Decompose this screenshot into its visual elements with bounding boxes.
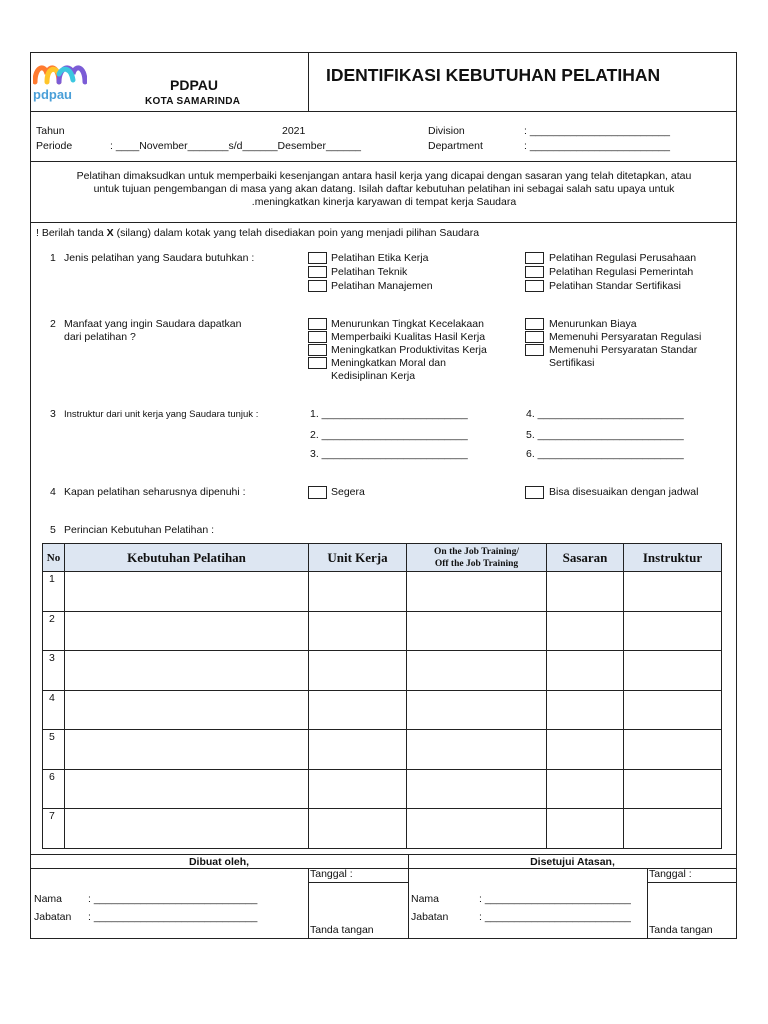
division-field[interactable]: : ________________________ (524, 125, 670, 137)
q4-number: 4 (50, 486, 56, 498)
row-number: 7 (43, 809, 65, 849)
form-title: IDENTIFIKASI KEBUTUHAN PELATIHAN (326, 65, 661, 85)
cell-unit[interactable] (309, 690, 407, 730)
q1-option-teknik: Pelatihan Teknik (331, 266, 408, 278)
cell-ojt[interactable] (407, 611, 547, 651)
q2-checkbox-regulasi[interactable] (525, 331, 544, 343)
cell-ojt[interactable] (407, 809, 547, 849)
cell-sasaran[interactable] (547, 611, 624, 651)
col-header-ojt (407, 544, 547, 572)
footer-divider-1 (308, 868, 309, 938)
q3-instructor-3[interactable]: 3. _________________________ (310, 448, 468, 460)
cell-unit[interactable] (309, 769, 407, 809)
cell-kebutuhan[interactable] (65, 769, 309, 809)
cell-kebutuhan[interactable] (65, 651, 309, 691)
q1-option-regulasi-pemerintah: Pelatihan Regulasi Pemerintah (549, 266, 694, 278)
q2-option-regulasi: Memenuhi Persyaratan Regulasi (549, 331, 702, 343)
q2-option-moral-line-2: Kedisiplinan Kerja (331, 370, 416, 382)
q2-option-kualitas: Memperbaiki Kualitas Hasil Kerja (331, 331, 486, 343)
logo-text: pdpau (33, 87, 72, 102)
intro-line-3: .meningkatkan kinerja karyawan di tempat kerja Saudara (251, 196, 517, 208)
approved-by-label: Disetujui Atasan, (530, 856, 615, 868)
q1-checkbox-standar-sertifikasi[interactable] (525, 280, 544, 292)
tanggal-right: Tanggal : (649, 868, 692, 880)
pdpau-logo (33, 60, 87, 100)
q3-label: Instruktur dari unit kerja yang Saudara tunjuk : (64, 409, 259, 420)
cell-unit[interactable] (309, 611, 407, 651)
instruction: ! Berilah tanda X (silang) dalam kotak yang telah disediakan poin yang menjadi pilihan Saudara (36, 227, 480, 239)
table-row (43, 769, 722, 809)
intro-bottom-line (30, 222, 737, 223)
q5-label: Perincian Kebutuhan Pelatihan : (64, 524, 215, 536)
cell-instruktur[interactable] (624, 809, 722, 849)
q3-instructor-5[interactable]: 5. _________________________ (526, 429, 684, 441)
tanda-tangan-right: Tanda tangan (649, 924, 713, 936)
periode-label: Periode (36, 140, 73, 152)
jabatan-label-left: Jabatan (34, 911, 72, 923)
q2-checkbox-produktivitas[interactable] (308, 344, 327, 356)
table-row (43, 730, 722, 770)
cell-instruktur[interactable] (624, 611, 722, 651)
q1-number: 1 (50, 252, 56, 264)
col-header-sasaran: Sasaran (547, 544, 624, 572)
org-city: KOTA SAMARINDA (145, 96, 241, 107)
table-row (43, 572, 722, 612)
table-row (43, 809, 722, 849)
cell-unit[interactable] (309, 730, 407, 770)
q1-label: Jenis pelatihan yang Saudara butuhkan : (64, 252, 255, 264)
q1-checkbox-regulasi-pemerintah[interactable] (525, 266, 544, 278)
division-label: Division (428, 125, 465, 137)
footer-divider-2 (408, 854, 409, 938)
tahun-value[interactable]: 2021 (282, 125, 306, 137)
cell-unit[interactable] (309, 572, 407, 612)
cell-kebutuhan[interactable] (65, 809, 309, 849)
q1-option-regulasi-perusahaan: Pelatihan Regulasi Perusahaan (549, 252, 697, 264)
nama-label-left: Nama (34, 893, 63, 905)
q4-checkbox-jadwal[interactable] (525, 486, 544, 499)
meta-bottom-line (30, 161, 737, 162)
col-header-unit: Unit Kerja (309, 544, 407, 572)
col-header-ojt-line-2: Off the Job Training (434, 558, 519, 569)
footer-divider-3 (647, 868, 648, 938)
cell-instruktur[interactable] (624, 572, 722, 612)
nama-field-left[interactable]: : ____________________________ (88, 893, 258, 905)
row-number: 2 (43, 611, 65, 651)
q2-option-produktivitas: Meningkatkan Produktivitas Kerja (331, 344, 487, 356)
q3-instructor-1[interactable]: 1. _________________________ (310, 408, 468, 420)
intro-line-2: untuk tujuan pengembangan di masa yang akan datang. Isilah daftar kebutuhan pelatihan ini sebagai salah satu upaya untuk (93, 183, 675, 195)
cell-unit[interactable] (309, 651, 407, 691)
jabatan-field-left[interactable]: : ____________________________ (88, 911, 258, 923)
col-header-ojt-line-1: On the Job Training/ (434, 546, 519, 557)
q2-option-kecelakaan: Menurunkan Tingkat Kecelakaan (331, 318, 484, 330)
table-row (43, 651, 722, 691)
intro-line-1: Pelatihan dimaksudkan untuk memperbaiki kesenjangan antara hasil kerja yang dicapai dengan sasaran yang telah ditetapkan, atau (76, 170, 692, 182)
cell-instruktur[interactable] (624, 651, 722, 691)
row-number: 3 (43, 651, 65, 691)
nama-label-right: Nama (411, 893, 440, 905)
q1-checkbox-etika[interactable] (308, 252, 327, 264)
q3-instructor-2[interactable]: 2. _________________________ (310, 429, 468, 441)
cell-sasaran[interactable] (547, 809, 624, 849)
q2-label-line-2: dari pelatihan ? (64, 331, 136, 343)
q3-instructor-4[interactable]: 4. _________________________ (526, 408, 684, 420)
col-header-instruktur: Instruktur (624, 544, 722, 572)
cell-kebutuhan[interactable] (65, 572, 309, 612)
q1-checkbox-teknik[interactable] (308, 266, 327, 278)
org-name: PDPAU (170, 77, 218, 93)
periode-value[interactable]: : ____November_______s/d______Desember______ (110, 140, 362, 152)
made-by-label: Dibuat oleh, (188, 856, 250, 868)
q1-checkbox-manajemen[interactable] (308, 280, 327, 292)
q3-number: 3 (50, 408, 56, 420)
q2-checkbox-standar[interactable] (525, 344, 544, 356)
table-header-row (43, 544, 722, 572)
cell-sasaran[interactable] (547, 572, 624, 612)
tahun-label: Tahun (36, 125, 65, 137)
department-label: Department (428, 140, 483, 152)
cell-kebutuhan[interactable] (65, 730, 309, 770)
row-number: 6 (43, 769, 65, 809)
nama-field-right[interactable]: : _________________________ (479, 893, 631, 905)
q4-label: Kapan pelatihan seharusnya dipenuhi : (64, 486, 246, 498)
q4-checkbox-segera[interactable] (308, 486, 327, 499)
department-field[interactable]: : ________________________ (524, 140, 670, 152)
q3-instructor-6[interactable]: 6. _________________________ (526, 448, 684, 460)
cell-sasaran[interactable] (547, 690, 624, 730)
footer-header-line (30, 868, 737, 869)
q2-checkbox-kualitas[interactable] (308, 331, 327, 343)
q2-option-biaya: Menurunkan Biaya (549, 318, 637, 330)
q2-checkbox-kecelakaan[interactable] (308, 318, 327, 330)
row-number: 4 (43, 690, 65, 730)
q2-label-line-1: Manfaat yang ingin Saudara dapatkan (64, 318, 242, 330)
jabatan-field-right[interactable]: : _________________________ (479, 911, 631, 923)
col-header-no: No (43, 544, 65, 572)
tanggal-underline-left (308, 882, 408, 883)
footer-top-line (30, 854, 737, 855)
table-row (43, 611, 722, 651)
col-header-kebutuhan: Kebutuhan Pelatihan (65, 544, 309, 572)
cell-ojt[interactable] (407, 651, 547, 691)
cell-sasaran[interactable] (547, 769, 624, 809)
q1-option-etika: Pelatihan Etika Kerja (331, 252, 429, 264)
header-bottom-line (30, 111, 737, 112)
q2-number: 2 (50, 318, 56, 330)
q1-checkbox-regulasi-perusahaan[interactable] (525, 252, 544, 264)
jabatan-label-right: Jabatan (411, 911, 449, 923)
q1-option-manajemen: Pelatihan Manajemen (331, 280, 433, 292)
cell-instruktur[interactable] (624, 730, 722, 770)
q2-option-standar-line-2: Sertifikasi (549, 357, 595, 369)
q4-option-segera: Segera (331, 486, 365, 498)
q2-checkbox-biaya[interactable] (525, 318, 544, 330)
tanda-tangan-left: Tanda tangan (310, 924, 374, 936)
q5-number: 5 (50, 524, 56, 536)
cell-kebutuhan[interactable] (65, 690, 309, 730)
q2-checkbox-moral[interactable] (308, 357, 327, 369)
table-row (43, 690, 722, 730)
training-needs-table (42, 543, 722, 849)
q2-option-moral: Meningkatkan Moral dan (331, 357, 446, 369)
cell-unit[interactable] (309, 809, 407, 849)
cell-ojt[interactable] (407, 690, 547, 730)
cell-ojt[interactable] (407, 769, 547, 809)
tanggal-underline-right (647, 882, 737, 883)
q2-option-standar: Memenuhi Persyaratan Standar (549, 344, 698, 356)
cell-sasaran[interactable] (547, 730, 624, 770)
cell-sasaran[interactable] (547, 651, 624, 691)
cell-kebutuhan[interactable] (65, 611, 309, 651)
cell-instruktur[interactable] (624, 769, 722, 809)
q1-option-standar-sertifikasi: Pelatihan Standar Sertifikasi (549, 280, 681, 292)
tanggal-left: Tanggal : (310, 868, 353, 880)
cell-ojt[interactable] (407, 572, 547, 612)
row-number: 1 (43, 572, 65, 612)
cell-ojt[interactable] (407, 730, 547, 770)
cell-instruktur[interactable] (624, 690, 722, 730)
header-divider (308, 52, 309, 111)
row-number: 5 (43, 730, 65, 770)
q4-option-jadwal: Bisa disesuaikan dengan jadwal (549, 486, 699, 498)
